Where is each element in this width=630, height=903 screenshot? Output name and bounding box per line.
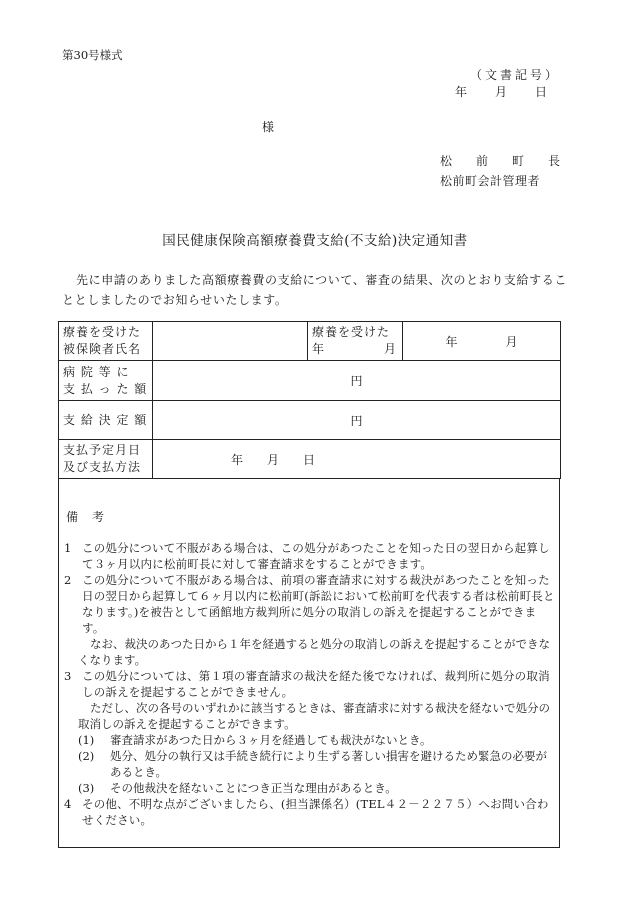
hospital-paid-value: 円 <box>153 361 561 401</box>
intro-text <box>62 270 572 310</box>
remarks-item <box>64 540 556 572</box>
date-month: 月 <box>495 85 508 99</box>
form-number: 第30号様式 <box>62 48 123 62</box>
intro-paragraph: 先に申請のありました高額療養費の支給について、審査の結果、次のとおり支給することとしましたのでお知らせいたします。 <box>62 273 567 307</box>
issue-date <box>455 83 547 100</box>
item-note: ただし、次の各号のいずれかに該当するときは、審査請求に対する裁決を経ないで処分の取消しの訴えを提起することができます。 <box>78 701 550 731</box>
label-line: 病 院 等 に <box>63 364 130 379</box>
insured-name-label <box>59 322 153 361</box>
document-number: （文書記号） <box>470 68 561 82</box>
payment-date-text: 年 月 日 <box>231 452 316 467</box>
remarks-list <box>64 540 556 828</box>
item-number: 2 <box>64 573 72 587</box>
sub-item-text: 処分、処分の執行又は手続き続行により生ずる著しい損害を避けるため緊急の必要があるとき。 <box>110 749 547 779</box>
remarks-title: 備考 <box>66 510 119 524</box>
info-table <box>58 321 561 479</box>
item-number: 1 <box>64 541 72 555</box>
treatment-month-value: 年 月 <box>403 322 561 361</box>
addressee-suffix: 様 <box>262 120 275 134</box>
table-row <box>59 322 561 361</box>
remarks-item <box>64 572 556 636</box>
sub-item-text: 審査請求があつた日から３ヶ月を経過しても裁決がないとき。 <box>110 733 432 747</box>
item-text: この処分について不服がある場合は、この処分があつたことを知った日の翌日から起算して３ヶ月以内に松前町長に対して審査請求をすることができます。 <box>82 541 550 571</box>
sender-mayor: 松 前 町 長 <box>440 154 561 168</box>
sender-accountant: 松前町会計管理者 <box>440 174 541 188</box>
payment-date-value <box>153 440 561 479</box>
table-row <box>59 440 561 479</box>
label-line: 支 払 っ た 額 <box>63 381 148 396</box>
sub-item-number: (3) <box>78 781 95 795</box>
remarks-item <box>64 796 556 828</box>
label-line: 療養を受けた <box>312 325 391 339</box>
sub-item-text: その他裁決を経ないことにつき正当な理由があるとき。 <box>110 781 397 795</box>
item-note: なお、裁決のあつた日から１年を経過すると処分の取消しの訴えを提起することができなくなります。 <box>78 637 550 667</box>
label-line: 年 月 <box>312 342 397 356</box>
sub-item-number: (1) <box>78 733 95 747</box>
label-line: 支払予定月日 <box>63 443 142 457</box>
item-text: その他、不明な点がございましたら、(担当課係名）(TEL４２－２２７５）へお問い合わせください。 <box>82 797 549 827</box>
sub-item-number: (2) <box>78 749 95 763</box>
remarks-item <box>64 668 556 700</box>
label-line: 療養を受けた <box>63 325 142 339</box>
item-number: 4 <box>64 797 72 811</box>
date-day: 日 <box>535 85 548 99</box>
decided-amount-label: 支 給 決 定 額 <box>59 401 153 440</box>
table-row <box>59 401 561 440</box>
date-year: 年 <box>455 85 468 99</box>
hospital-paid-label <box>59 361 153 401</box>
insured-name-value <box>153 322 308 361</box>
decided-amount-value: 円 <box>153 401 561 440</box>
label-line: 被保険者氏名 <box>63 342 142 356</box>
sub-item <box>64 748 556 780</box>
treatment-month-label <box>308 322 403 361</box>
item-text: この処分については、第１項の審査請求の裁決を経た後でなければ、裁判所に処分の取消しの訴えを提起することができません。 <box>82 669 550 699</box>
payment-date-label <box>59 440 153 479</box>
label-line: 及び支払方法 <box>63 460 142 474</box>
sub-item <box>64 732 556 748</box>
item-text: この処分について不服がある場合は、前項の審査請求に対する裁決があつたことを知った日の翌日から起算して６ヶ月以内に松前町(訴訟において松前町を代表する者は松前町長となります。)を被告として函館地方裁判所に処分の取消しの訴えを提起することができます。 <box>82 573 555 635</box>
sub-item <box>64 780 556 796</box>
table-row <box>59 361 561 401</box>
item-number: 3 <box>64 669 72 683</box>
document-title: 国民健康保険高額療養費支給(不支給)決定通知書 <box>162 233 468 249</box>
